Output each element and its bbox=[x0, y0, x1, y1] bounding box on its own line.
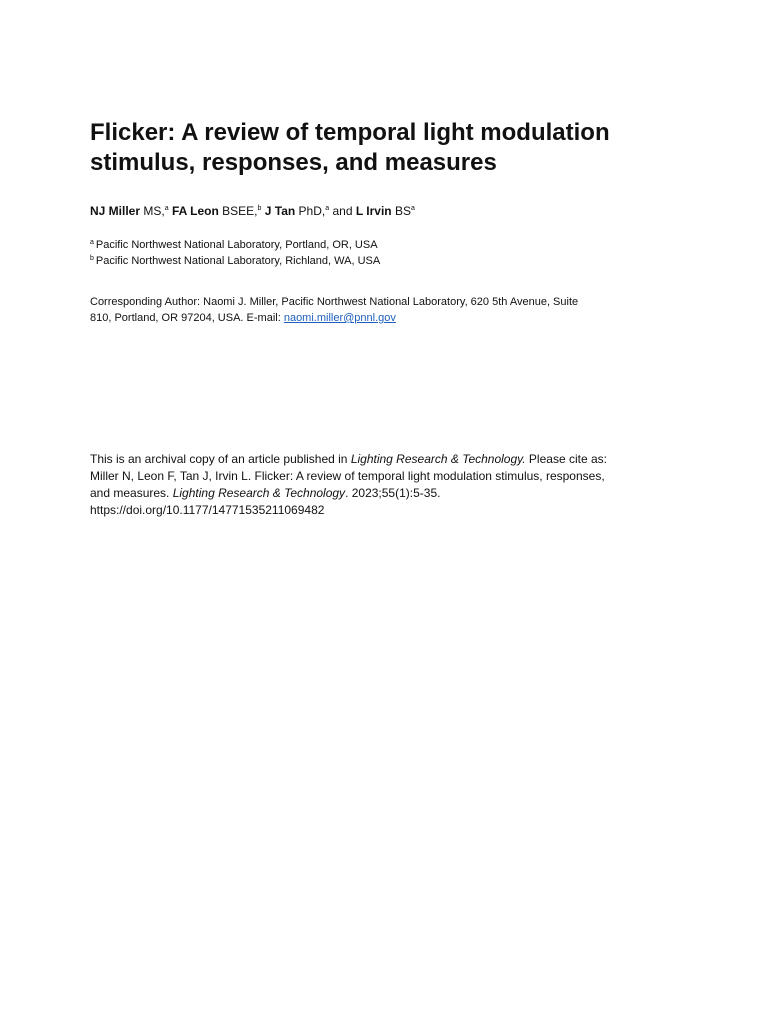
author-affil-mark: b bbox=[257, 205, 262, 212]
author-affil-mark: a bbox=[164, 205, 169, 212]
doi-text: https://doi.org/10.1177/14771535211069482 bbox=[90, 503, 325, 517]
affiliation-mark: b bbox=[90, 255, 94, 262]
corresponding-author bbox=[90, 294, 620, 326]
citation-cite-as: Please cite as: bbox=[525, 452, 607, 466]
corresponding-line-1: Corresponding Author: Naomi J. Miller, Pacific Northwest National Laboratory, 620 5th Avenue, Suite bbox=[90, 296, 579, 308]
corresponding-address: 810, Portland, OR 97204, USA. E-mail: bbox=[90, 312, 284, 324]
author-degree: PhD, bbox=[295, 204, 326, 218]
citation-line-3 bbox=[90, 485, 650, 502]
journal-name: Lighting Research & Technology. bbox=[350, 452, 526, 466]
author-name: FA Leon bbox=[171, 204, 219, 218]
citation-line-1 bbox=[90, 451, 650, 468]
citation-line-2: Miller N, Leon F, Tan J, Irvin L. Flicker: A review of temporal light modulation stimulus, responses, bbox=[90, 469, 605, 483]
affiliation-item bbox=[90, 253, 690, 269]
author-affil-mark: a bbox=[325, 205, 330, 212]
citation-notice bbox=[90, 451, 650, 519]
paper-title bbox=[90, 118, 690, 178]
affiliation-item bbox=[90, 237, 690, 253]
author-affil-mark: a bbox=[410, 205, 415, 212]
journal-name: Lighting Research & Technology bbox=[172, 486, 346, 500]
citation-volume: . 2023;55(1):5-35. bbox=[345, 486, 441, 500]
author-name: L Irvin bbox=[355, 204, 392, 218]
author-degree: BSEE, bbox=[218, 204, 258, 218]
email-link[interactable]: naomi.miller@pnnl.gov bbox=[283, 312, 396, 324]
citation-intro: This is an archival copy of an article published in bbox=[90, 452, 351, 466]
author-degree: MS, bbox=[140, 204, 165, 218]
author-name: J Tan bbox=[264, 204, 296, 218]
title-line-1: Flicker: A review of temporal light modulation bbox=[90, 119, 610, 146]
title-line-2: stimulus, responses, and measures bbox=[90, 149, 497, 176]
corresponding-line-2 bbox=[90, 310, 620, 326]
citation-title-end: and measures. bbox=[90, 486, 173, 500]
author-degree: BS bbox=[391, 204, 411, 218]
author-joiner: and bbox=[329, 204, 356, 218]
author-name: NJ Miller bbox=[90, 204, 141, 218]
affiliation-text: Pacific Northwest National Laboratory, Richland, WA, USA bbox=[95, 255, 381, 267]
author-list bbox=[90, 203, 690, 219]
affiliation-mark: a bbox=[90, 239, 94, 246]
affiliation-text: Pacific Northwest National Laboratory, Portland, OR, USA bbox=[95, 239, 378, 251]
affiliations bbox=[90, 237, 690, 269]
